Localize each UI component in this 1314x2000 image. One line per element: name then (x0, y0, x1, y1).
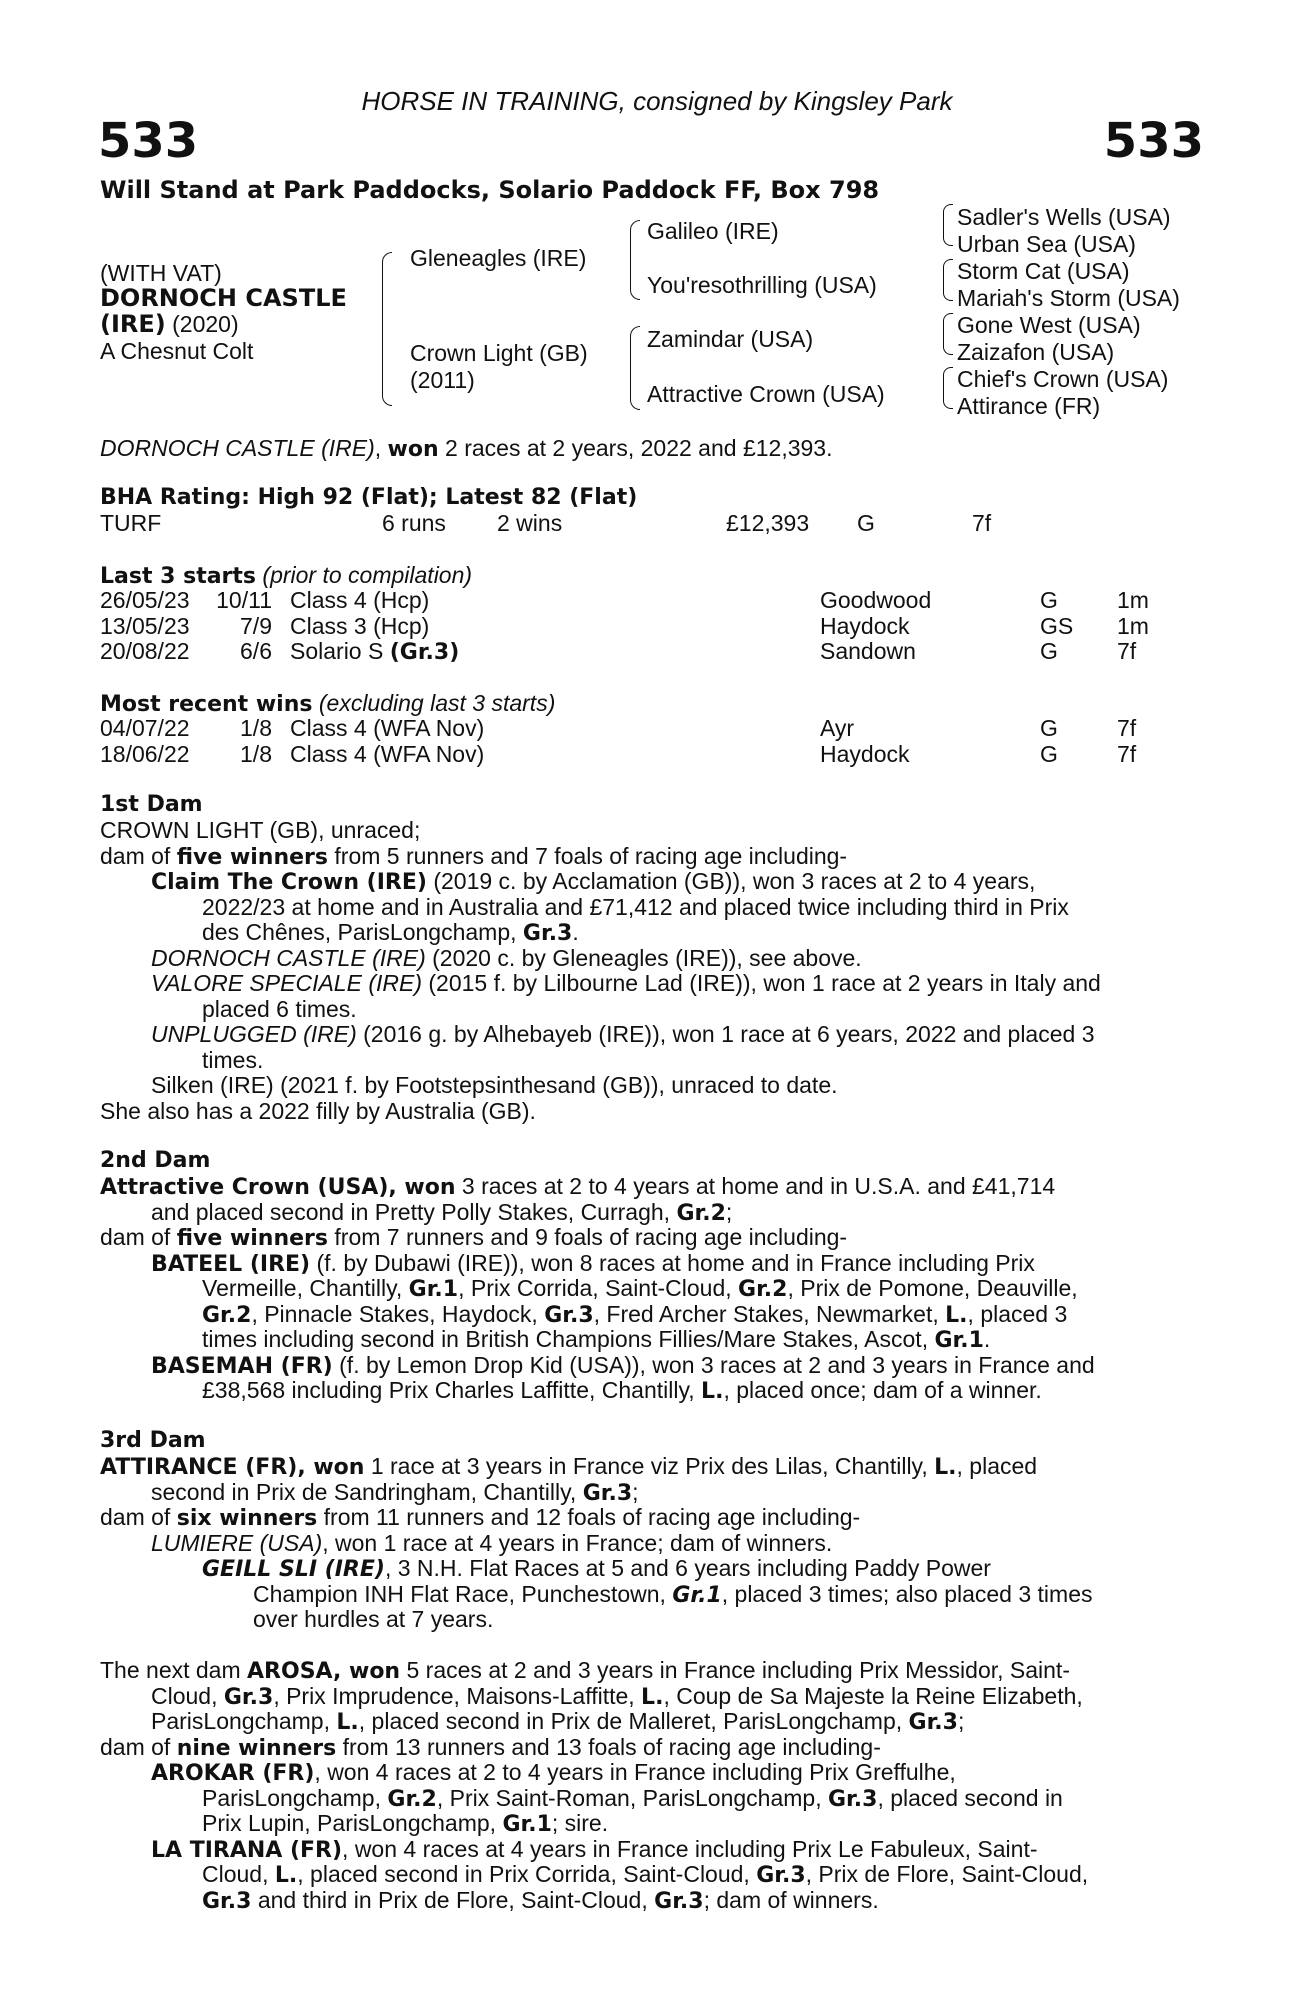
pedigree-bracket-g3 (943, 313, 953, 355)
pedigree-ggen-3: Storm Cat (USA) (957, 258, 1130, 284)
pedigree-ggen-8: Attirance (FR) (957, 393, 1101, 419)
last-start-race: Solario S (Gr.3) (290, 638, 460, 665)
pedigree-sire-dam: You'resothrilling (USA) (647, 272, 877, 298)
unplugged-line-1: UNPLUGGED (IRE) (2016 g. by Alhebayeb (IRE)), won 1 race at 6 years, 2022 and placed 3 (151, 1021, 1095, 1047)
valore-speciale-line-1: VALORE SPECIALE (IRE) (2015 f. by Lilbourne Lad (IRE)), won 1 race at 2 years in Italy and (151, 970, 1101, 996)
third-dam-line-2: second in Prix de Sandringham, Chantilly, Gr.3; (151, 1479, 639, 1506)
recent-win-dist: 7f (1117, 740, 1137, 767)
recent-win-date: 04/07/22 (100, 715, 190, 741)
next-dam-line-2: Cloud, Gr.3, Prix Imprudence, Maisons-Laffitte, L., Coup de Sa Majeste la Reine Elizabeth, (151, 1683, 1083, 1710)
last-start-dist: 1m (1117, 612, 1149, 639)
claim-the-crown-line-1: Claim The Crown (IRE) (2019 c. by Acclamation (GB)), won 3 races at 2 to 4 years, (151, 868, 1036, 895)
first-dam-title: 1st Dam (100, 792, 203, 817)
second-dam-line-1: Attractive Crown (USA), won 3 races at 2 to 4 years at home and in U.S.A. and £41,714 (100, 1173, 1056, 1200)
recent-win-course: Ayr (820, 715, 855, 741)
horse-description: A Chesnut Colt (100, 338, 254, 364)
recent-win-pos: 1/8 (240, 740, 272, 767)
arokar-line-3: Prix Lupin, ParisLongchamp, Gr.1; sire. (202, 1810, 609, 1837)
pedigree-sire: Gleneagles (IRE) (410, 245, 587, 271)
vat-note: (WITH VAT) (100, 260, 222, 286)
race-summary: DORNOCH CASTLE (IRE), won 2 races at 2 years, 2022 and £12,393. (100, 435, 833, 462)
recent-wins-title: Most recent wins (excluding last 3 starts) (100, 690, 556, 717)
recent-win-dist: 7f (1117, 715, 1137, 741)
last-start-going: G (1040, 587, 1058, 613)
pedigree-dam-dam: Attractive Crown (USA) (647, 381, 885, 407)
third-dam-line-3: dam of six winners from 11 runners and 12 foals of racing age including- (100, 1504, 861, 1531)
recent-win-race: Class 4 (WFA Nov) (290, 740, 485, 767)
dornoch-castle-entry: DORNOCH CASTLE (IRE) (2020 c. by Gleneagles (IRE)), see above. (151, 945, 862, 971)
pedigree-ggen-2: Urban Sea (USA) (957, 231, 1136, 257)
rating-runs: 6 runs (382, 510, 446, 536)
rating-surface: TURF (100, 510, 162, 536)
geill-sli-line-1: GEILL SLI (IRE), 3 N.H. Flat Races at 5 and 6 years including Paddy Power (202, 1555, 991, 1582)
arokar-line-2: ParisLongchamp, Gr.2, Prix Saint-Roman, ParisLongchamp, Gr.3, placed second in (202, 1785, 1063, 1812)
unplugged-line-2: times. (202, 1047, 264, 1073)
last-starts-title: Last 3 starts (prior to compilation) (100, 562, 473, 589)
second-dam-title: 2nd Dam (100, 1148, 211, 1173)
lot-number-right: 533 (1103, 113, 1204, 169)
third-dam-title: 3rd Dam (100, 1428, 206, 1453)
recent-win-course: Haydock (820, 740, 910, 767)
last-start-dist: 7f (1117, 638, 1137, 664)
pedigree-ggen-1: Sadler's Wells (USA) (957, 204, 1171, 230)
rating-earnings: £12,393 (726, 510, 810, 536)
pedigree-ggen-5: Gone West (USA) (957, 312, 1141, 338)
last-start-date: 13/05/23 (100, 612, 190, 639)
second-dam-line-3: dam of five winners from 7 runners and 9 foals of racing age including- (100, 1224, 848, 1251)
bateel-line-2: Vermeille, Chantilly, Gr.1, Prix Corrida, Saint-Cloud, Gr.2, Prix de Pomone, Deauville, (202, 1275, 1078, 1302)
recent-win-date: 18/06/22 (100, 740, 190, 767)
claim-the-crown-line-2: 2022/23 at home and in Australia and £71,412 and placed twice including third in Prix (202, 894, 1069, 920)
last-start-race: Class 4 (Hcp) (290, 587, 430, 613)
pedigree-dam: Crown Light (GB) (410, 340, 588, 366)
pedigree-bracket-g1 (943, 204, 953, 246)
claim-the-crown-line-3: des Chênes, ParisLongchamp, Gr.3. (202, 919, 579, 946)
second-dam-line-2: and placed second in Pretty Polly Stakes, Curragh, Gr.2; (151, 1199, 733, 1226)
pedigree-dam-sire: Zamindar (USA) (647, 326, 814, 352)
bha-rating-title: BHA Rating: High 92 (Flat); Latest 82 (Flat) (100, 485, 638, 510)
bateel-line-4: times including second in British Champions Fillies/Mare Stakes, Ascot, Gr.1. (202, 1326, 991, 1353)
silken-entry: Silken (IRE) (2021 f. by Footstepsinthesand (GB)), unraced to date. (151, 1072, 838, 1098)
la-tirana-line-3: Gr.3 and third in Prix de Flore, Saint-Cloud, Gr.3; dam of winners. (202, 1887, 879, 1914)
arokar-line-1: AROKAR (FR), won 4 races at 2 to 4 years in France including Prix Greffulhe, (151, 1759, 956, 1786)
pedigree-ggen-4: Mariah's Storm (USA) (957, 285, 1180, 311)
next-dam-line-1: The next dam AROSA, won 5 races at 2 and 3 years in France including Prix Messidor, Saint- (100, 1657, 1070, 1684)
last-start-pos: 7/9 (240, 612, 272, 639)
last-start-date: 20/08/22 (100, 638, 190, 664)
pedigree-bracket-main (382, 252, 392, 406)
horse-name: DORNOCH CASTLE (100, 284, 347, 312)
recent-win-race: Class 4 (WFA Nov) (290, 715, 485, 741)
last-start-course: Haydock (820, 612, 910, 639)
pedigree-dam-year: (2011) (410, 367, 475, 393)
first-dam-line-2: dam of five winners from 5 runners and 7 foals of racing age including- (100, 843, 848, 870)
stand-location: Will Stand at Park Paddocks, Solario Paddock FF, Box 798 (100, 176, 880, 204)
lot-number-left: 533 (98, 113, 199, 169)
pedigree-bracket-g4 (943, 367, 953, 409)
rating-going: G (857, 510, 875, 536)
pedigree-ggen-7: Chief's Crown (USA) (957, 366, 1169, 392)
recent-win-pos: 1/8 (240, 715, 272, 741)
la-tirana-line-2: Cloud, L., placed second in Prix Corrida, Saint-Cloud, Gr.3, Prix de Flore, Saint-Cloud, (202, 1861, 1089, 1888)
recent-win-going: G (1040, 740, 1058, 767)
third-dam-line-1: ATTIRANCE (FR), won 1 race at 3 years in France viz Prix des Lilas, Chantilly, L., placed (100, 1453, 1038, 1480)
geill-sli-line-2: Champion INH Flat Race, Punchestown, Gr.1, placed 3 times; also placed 3 times (253, 1581, 1093, 1608)
lumiere-entry: LUMIERE (USA), won 1 race at 4 years in France; dam of winners. (151, 1530, 833, 1556)
last-start-dist: 1m (1117, 587, 1149, 613)
horse-name-suffix: (IRE) (2020) (100, 310, 239, 338)
rating-distance: 7f (972, 510, 992, 536)
bateel-line-3: Gr.2, Pinnacle Stakes, Haydock, Gr.3, Fred Archer Stakes, Newmarket, L., placed 3 (202, 1301, 1068, 1328)
recent-win-going: G (1040, 715, 1058, 741)
next-dam-line-3: ParisLongchamp, L., placed second in Prix de Malleret, ParisLongchamp, Gr.3; (151, 1708, 965, 1735)
geill-sli-line-3: over hurdles at 7 years. (253, 1606, 494, 1632)
page-header: HORSE IN TRAINING, consigned by Kingsley Park (361, 86, 953, 116)
last-start-course: Goodwood (820, 587, 932, 613)
basemah-line-2: £38,568 including Prix Charles Laffitte, Chantilly, L., placed once; dam of a winner. (202, 1377, 1042, 1404)
la-tirana-line-1: LA TIRANA (FR), won 4 races at 4 years in France including Prix Le Fabuleux, Saint- (151, 1836, 1038, 1863)
bateel-line-1: BATEEL (IRE) (f. by Dubawi (IRE)), won 8 races at home and in France including Prix (151, 1250, 1035, 1277)
last-start-going: G (1040, 638, 1058, 664)
pedigree-bracket-sire (630, 220, 640, 300)
pedigree-ggen-6: Zaizafon (USA) (957, 339, 1115, 365)
pedigree-bracket-g2 (943, 259, 953, 301)
last-start-pos: 10/11 (216, 587, 272, 613)
last-start-course: Sandown (820, 638, 916, 664)
pedigree-bracket-dam (630, 326, 640, 410)
last-start-pos: 6/6 (240, 638, 272, 664)
pedigree-sire-sire: Galileo (IRE) (647, 218, 779, 244)
next-dam-line-4: dam of nine winners from 13 runners and 13 foals of racing age including- (100, 1734, 881, 1761)
filly-note: She also has a 2022 filly by Australia (GB). (100, 1098, 536, 1124)
valore-speciale-line-2: placed 6 times. (202, 996, 357, 1022)
last-start-going: GS (1040, 612, 1074, 639)
rating-wins: 2 wins (497, 510, 563, 536)
first-dam-line-1: CROWN LIGHT (GB), unraced; (100, 817, 421, 843)
basemah-line-1: BASEMAH (FR) (f. by Lemon Drop Kid (USA)), won 3 races at 2 and 3 years in France and (151, 1352, 1095, 1379)
last-start-date: 26/05/23 (100, 587, 190, 613)
last-start-race: Class 3 (Hcp) (290, 612, 430, 639)
